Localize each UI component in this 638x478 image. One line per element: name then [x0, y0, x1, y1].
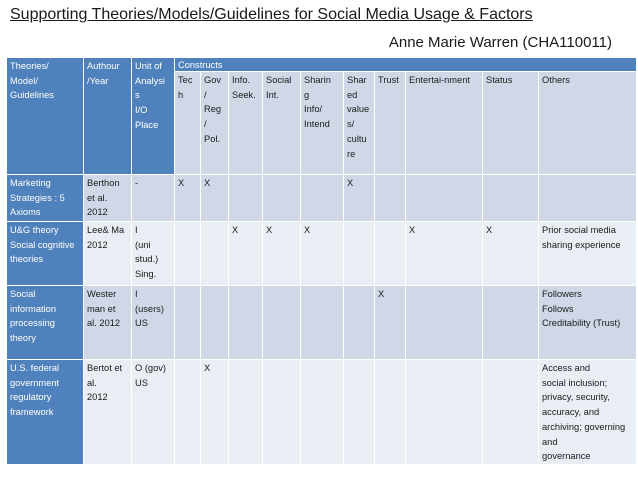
author-year: Lee& Ma 2012	[84, 222, 132, 286]
theory-name: U&G theory Social cognitive theories	[7, 222, 84, 286]
table-row	[7, 222, 637, 286]
table-row	[7, 286, 637, 360]
header-others: Others	[539, 72, 637, 175]
header-gov-reg-pol: Gov / Reg / Pol.	[201, 72, 229, 175]
unit-of-analysis: O (gov) US	[132, 360, 175, 465]
construct-cell	[301, 286, 344, 360]
header-author-year: Authour /Year	[84, 58, 132, 175]
header-trust: Trust	[375, 72, 406, 175]
table-row	[7, 360, 637, 465]
author-name: Anne Marie Warren (CHA110011)	[388, 34, 612, 51]
construct-cell	[229, 175, 263, 222]
construct-cell	[483, 360, 539, 465]
construct-cell	[201, 286, 229, 360]
construct-cell	[406, 286, 483, 360]
construct-cell	[175, 286, 201, 360]
construct-cell: X	[175, 175, 201, 222]
construct-cell	[406, 175, 483, 222]
construct-cell	[375, 222, 406, 286]
header-shared-values: Shar ed value s/ cultu re	[344, 72, 375, 175]
construct-cell: X	[201, 360, 229, 465]
construct-cell: X	[344, 175, 375, 222]
header-constructs: Constructs	[175, 58, 637, 72]
header-status: Status	[483, 72, 539, 175]
construct-cell	[263, 286, 301, 360]
construct-cell: Access and social inclusion; privacy, security, accuracy, and archiving; governing and governance	[539, 360, 637, 465]
construct-cell	[201, 222, 229, 286]
construct-cell	[263, 175, 301, 222]
theories-table	[6, 57, 637, 465]
header-unit-of-analysis: Unit of Analysi s I/O Place	[132, 58, 175, 175]
construct-cell: X	[301, 222, 344, 286]
construct-cell: X	[201, 175, 229, 222]
construct-cell	[229, 286, 263, 360]
construct-cell: X	[229, 222, 263, 286]
construct-cell	[175, 360, 201, 465]
construct-cell	[344, 286, 375, 360]
construct-cell: X	[406, 222, 483, 286]
construct-cell: X	[483, 222, 539, 286]
header-social-int: Social Int.	[263, 72, 301, 175]
author-year: Wester man et al. 2012	[84, 286, 132, 360]
header-info-seek: Info. Seek.	[229, 72, 263, 175]
table-row	[7, 175, 637, 222]
header-entertainment: Entertai-nment	[406, 72, 483, 175]
construct-cell	[229, 360, 263, 465]
construct-cell	[483, 175, 539, 222]
construct-cell	[175, 222, 201, 286]
construct-cell: Followers Follows Creditability (Trust)	[539, 286, 637, 360]
header-tech: Tec h	[175, 72, 201, 175]
construct-cell	[344, 222, 375, 286]
construct-cell: Prior social media sharing experience	[539, 222, 637, 286]
theory-name: Marketing Strategies : 5 Axioms	[7, 175, 84, 222]
unit-of-analysis: -	[132, 175, 175, 222]
author-year: Bertot et al. 2012	[84, 360, 132, 465]
construct-cell	[406, 360, 483, 465]
construct-cell	[375, 360, 406, 465]
unit-of-analysis: I (users) US	[132, 286, 175, 360]
theory-name: U.S. federal government regulatory framework	[7, 360, 84, 465]
construct-cell: X	[263, 222, 301, 286]
construct-cell	[301, 175, 344, 222]
header-sharing-info: Sharin g Info/ Intend	[301, 72, 344, 175]
unit-of-analysis: I (uni stud.) Sing.	[132, 222, 175, 286]
construct-cell	[375, 175, 406, 222]
construct-cell	[539, 175, 637, 222]
construct-cell	[301, 360, 344, 465]
construct-cell	[483, 286, 539, 360]
theory-name: Social information processing theory	[7, 286, 84, 360]
construct-cell	[263, 360, 301, 465]
construct-cell	[344, 360, 375, 465]
header-theories: Theories/ Model/ Guidelines	[7, 58, 84, 175]
slide-title: Supporting Theories/Models/Guidelines for Social Media Usage & Factors	[10, 6, 533, 23]
author-year: Berthon et al. 2012	[84, 175, 132, 222]
construct-cell: X	[375, 286, 406, 360]
